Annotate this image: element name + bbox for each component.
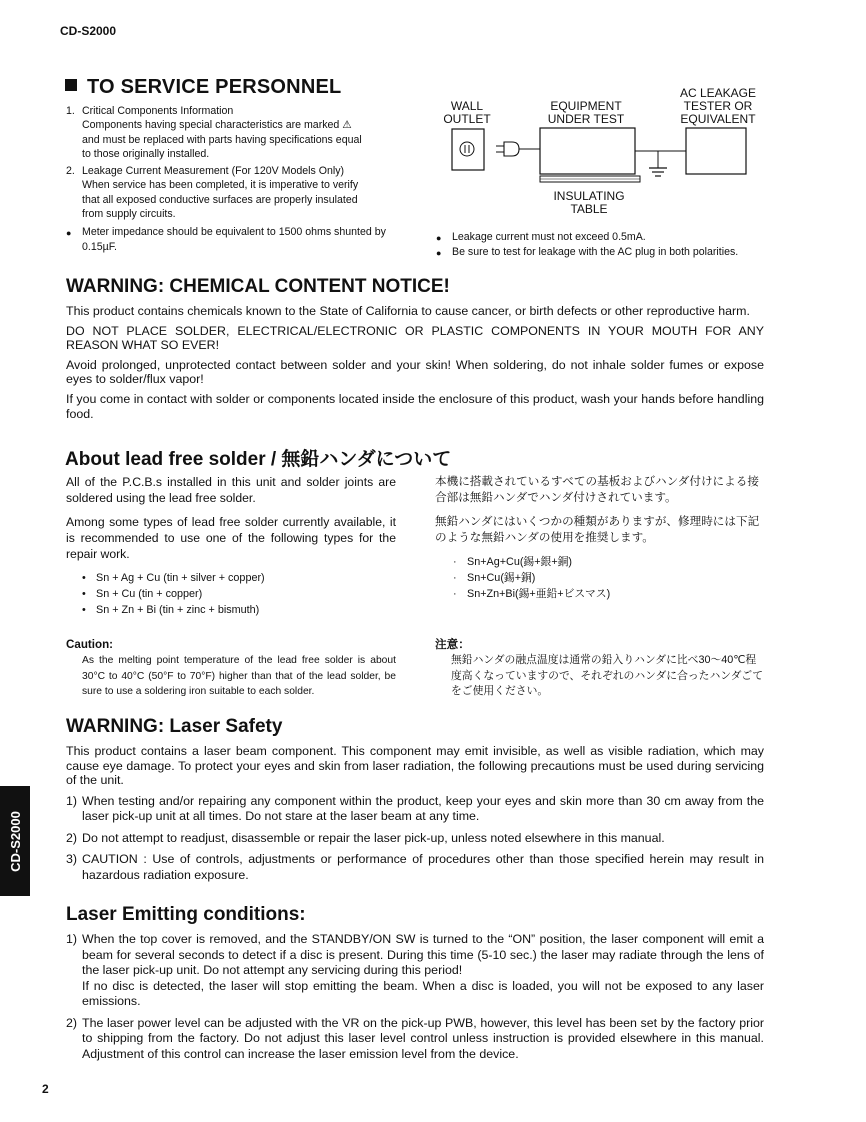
item-text: CAUTION : Use of controls, adjustments or performance of procedures other than those specified herein may result in hazardous radiation exposure.: [82, 852, 764, 882]
item-text: The laser power level can be adjusted with the VR on the pick-up PWB, however, this level has been set by the factory prior to shipping from the factory. Do not adjust this laser level control unless instruction is provided elsewhere in this manual. Adjustment of this control can increase the laser emission level from the device.: [82, 1015, 764, 1061]
laser-safety-item: [66, 831, 764, 847]
bullet-dot-icon: ●: [436, 233, 442, 243]
en-solder-list: [66, 570, 396, 618]
label-line: EQUIPMENT: [550, 99, 622, 113]
jp-paragraph: 無鉛ハンダにはいくつかの種類がありますが、修理時には下記のような無鉛ハンダの使用を推奨します。: [435, 515, 760, 544]
jp-paragraph: 本機に搭載されているすべての基板およびハンダ付けによる接合部は無鉛ハンダでハンダ付けされています。: [435, 475, 759, 504]
list-item: · Sn+Zn+Bi(錫+亜鉛+ビスマス): [453, 586, 765, 602]
laser-safety-item: [66, 852, 764, 883]
bullet-dot-icon: ●: [436, 248, 442, 259]
label-line: AC LEAKAGE: [679, 86, 757, 100]
jp-solder-list: [435, 554, 765, 602]
item-title: Leakage Current Measurement (For 120V Models Only): [82, 165, 345, 178]
item-line: from supply circuits.: [82, 208, 176, 221]
item-title: Critical Components Information: [82, 105, 234, 117]
item-number: 2): [66, 830, 78, 845]
leak-note: [436, 230, 776, 245]
item-number: 2.: [66, 165, 75, 178]
chemical-paragraph: DO NOT PLACE SOLDER, ELECTRICAL/ELECTRONIC OR PLASTIC COMPONENTS IN YOUR MOUTH FOR ANY REASON WHAT SO EVER!: [66, 323, 764, 353]
item-number: 1): [66, 932, 78, 946]
item-number: 2): [66, 1015, 78, 1030]
caution-title: 注意：: [435, 638, 470, 651]
item-text: Do not attempt to readjust, disassemble or repair the laser pick-up, unless noted elsewhere in this manual.: [82, 830, 665, 845]
bullet-dot-icon: ●: [66, 228, 72, 239]
plug-icon: [504, 142, 519, 156]
label-line: OUTLET: [443, 112, 491, 126]
list-item: • Sn + Cu (tin + copper): [82, 586, 396, 602]
list-item: • Sn + Ag + Cu (tin + silver + copper): [82, 570, 396, 586]
bullet-text: Meter impedance should be equivalent to 1500 ohms shunted by 0.15µF.: [82, 226, 386, 253]
list-item: · Sn+Ag+Cu(錫+銀+銅): [453, 554, 765, 570]
chemical-paragraph: Avoid prolonged, unprotected contact between solder and your skin! When soldering, do not inhale solder fumes or expose eyes to solder/flux vapor!: [66, 357, 764, 387]
service-item: [66, 104, 396, 161]
side-tab-label: CD-S2000: [7, 810, 23, 872]
insulating-label: [539, 190, 639, 216]
label-line: TABLE: [570, 202, 608, 216]
label-line: UNDER TEST: [547, 112, 625, 126]
chemical-paragraph: If you come in contact with solder or components located inside the enclosure of this product, wash your hands before handling food.: [66, 391, 764, 421]
item-line: When service has been completed, it is imperative to verify: [82, 179, 359, 192]
leak-note: [436, 245, 776, 260]
item-text: When the top cover is removed, and the STANDBY/ON SW is turned to the “ON” position, the laser component will emit a beam for several seconds to detect if a disc is present. During this time (5-10 sec.) the laser may radiate through the lens of the laser pick-up unit. Do not attempt any servicing during this period!: [82, 932, 764, 977]
list-item: • Sn + Zn + Bi (tin + zinc + bismuth): [82, 602, 396, 618]
jp-caution: [435, 637, 765, 700]
laser-safety-item: [66, 794, 764, 825]
leakage-test-diagram: [436, 80, 766, 230]
laser-safety-intro: This product contains a laser beam component. This component may emit invisible, as well as visible radiation, which may cause eye damage. To protect your eyes and skin from laser radiation, the following precautions must be used during servicing of the unit.: [66, 744, 764, 788]
item-number: 1.: [66, 105, 75, 117]
item-line: and must be replaced with parts having specifications equal: [82, 133, 362, 146]
bullet-text: Be sure to test for leakage with the AC plug in both polarities.: [452, 246, 739, 259]
chemical-paragraph: This product contains chemicals known to the State of California to cause cancer, or birth defects or other reproductive harm.: [66, 304, 750, 318]
item-text: If no disc is detected, the laser will stop emitting the beam. When a disc is loaded, you will not be exposed to any laser emissions.: [82, 978, 764, 1008]
item-line: to those originally installed.: [82, 147, 210, 160]
en-caution: [66, 637, 396, 700]
laser-emit-section: [66, 904, 764, 1068]
item-body: [82, 164, 396, 221]
laser-emit-item: [66, 1016, 764, 1063]
label-line: TESTER OR: [683, 99, 753, 113]
tester-box: [686, 128, 746, 174]
label-line: EQUIVALENT: [680, 112, 756, 126]
side-tab: [0, 786, 30, 896]
label-line: INSULATING: [553, 189, 625, 203]
chemical-title: WARNING: CHEMICAL CONTENT NOTICE!: [66, 276, 450, 297]
square-bullet-icon: [65, 79, 77, 91]
header-model: CD-S2000: [60, 24, 117, 38]
item-number: 1): [66, 793, 78, 808]
service-list: [66, 104, 396, 254]
outlet-socket-icon: [460, 142, 474, 156]
item-line: Components having special characteristics are marked ⚠: [82, 119, 352, 132]
item-line: that all exposed conductive surfaces are properly insulated: [82, 193, 358, 206]
caution-text: As the melting point temperature of the lead free solder is about 30°C to 40°C (50°F to 70°F) higher than that of the lead solder, be sure to use a soldering iron suitable to each solder.: [82, 655, 396, 697]
equipment-box: [540, 128, 635, 174]
en-paragraph: All of the P.C.B.s installed in this unit and solder joints are soldered using the lead free solder.: [66, 475, 396, 505]
chemical-section: [66, 276, 764, 424]
service-bullet: [66, 225, 396, 254]
list-item: · Sn+Cu(錫+銅): [453, 570, 765, 586]
label-line: WALL: [450, 99, 484, 113]
leakage-notes: [436, 230, 776, 261]
outlet-box: [452, 129, 484, 170]
lead-free-title: About lead free solder / 無鉛ハンダについて: [65, 449, 452, 470]
item-number: 3): [66, 852, 78, 867]
service-title-text: TO SERVICE PERSONNEL: [87, 76, 342, 98]
service-item: [66, 164, 396, 221]
laser-safety-section: [66, 716, 764, 889]
laser-emit-item: [66, 932, 764, 1010]
page-number: 2: [42, 1082, 49, 1096]
lead-free-en: [66, 474, 396, 618]
laser-safety-title: WARNING: Laser Safety: [66, 716, 283, 737]
caution-title: Caution:: [66, 638, 114, 651]
item-text: When testing and/or repairing any component within the product, keep your eyes and skin more than 30 cm away from the laser pick-up unit at all times. Do not stare at the laser beam at any time.: [82, 793, 764, 824]
en-paragraph: Among some types of lead free solder currently available, it is recommended to use one of the following types for the repair work.: [66, 515, 396, 561]
item-body: [82, 104, 396, 161]
laser-emit-title: Laser Emitting conditions:: [66, 904, 306, 925]
lead-free-jp: [435, 474, 765, 602]
caution-text: 無鉛ハンダの融点温度は通常の鉛入りハンダに比べ30〜40℃程度高くなっていますので、それぞれのハンダに合ったハンダごてをご使用ください。: [451, 654, 764, 697]
service-title: [65, 76, 341, 99]
item-body: [82, 932, 764, 1010]
bullet-text: Leakage current must not exceed 0.5mA.: [452, 231, 646, 243]
